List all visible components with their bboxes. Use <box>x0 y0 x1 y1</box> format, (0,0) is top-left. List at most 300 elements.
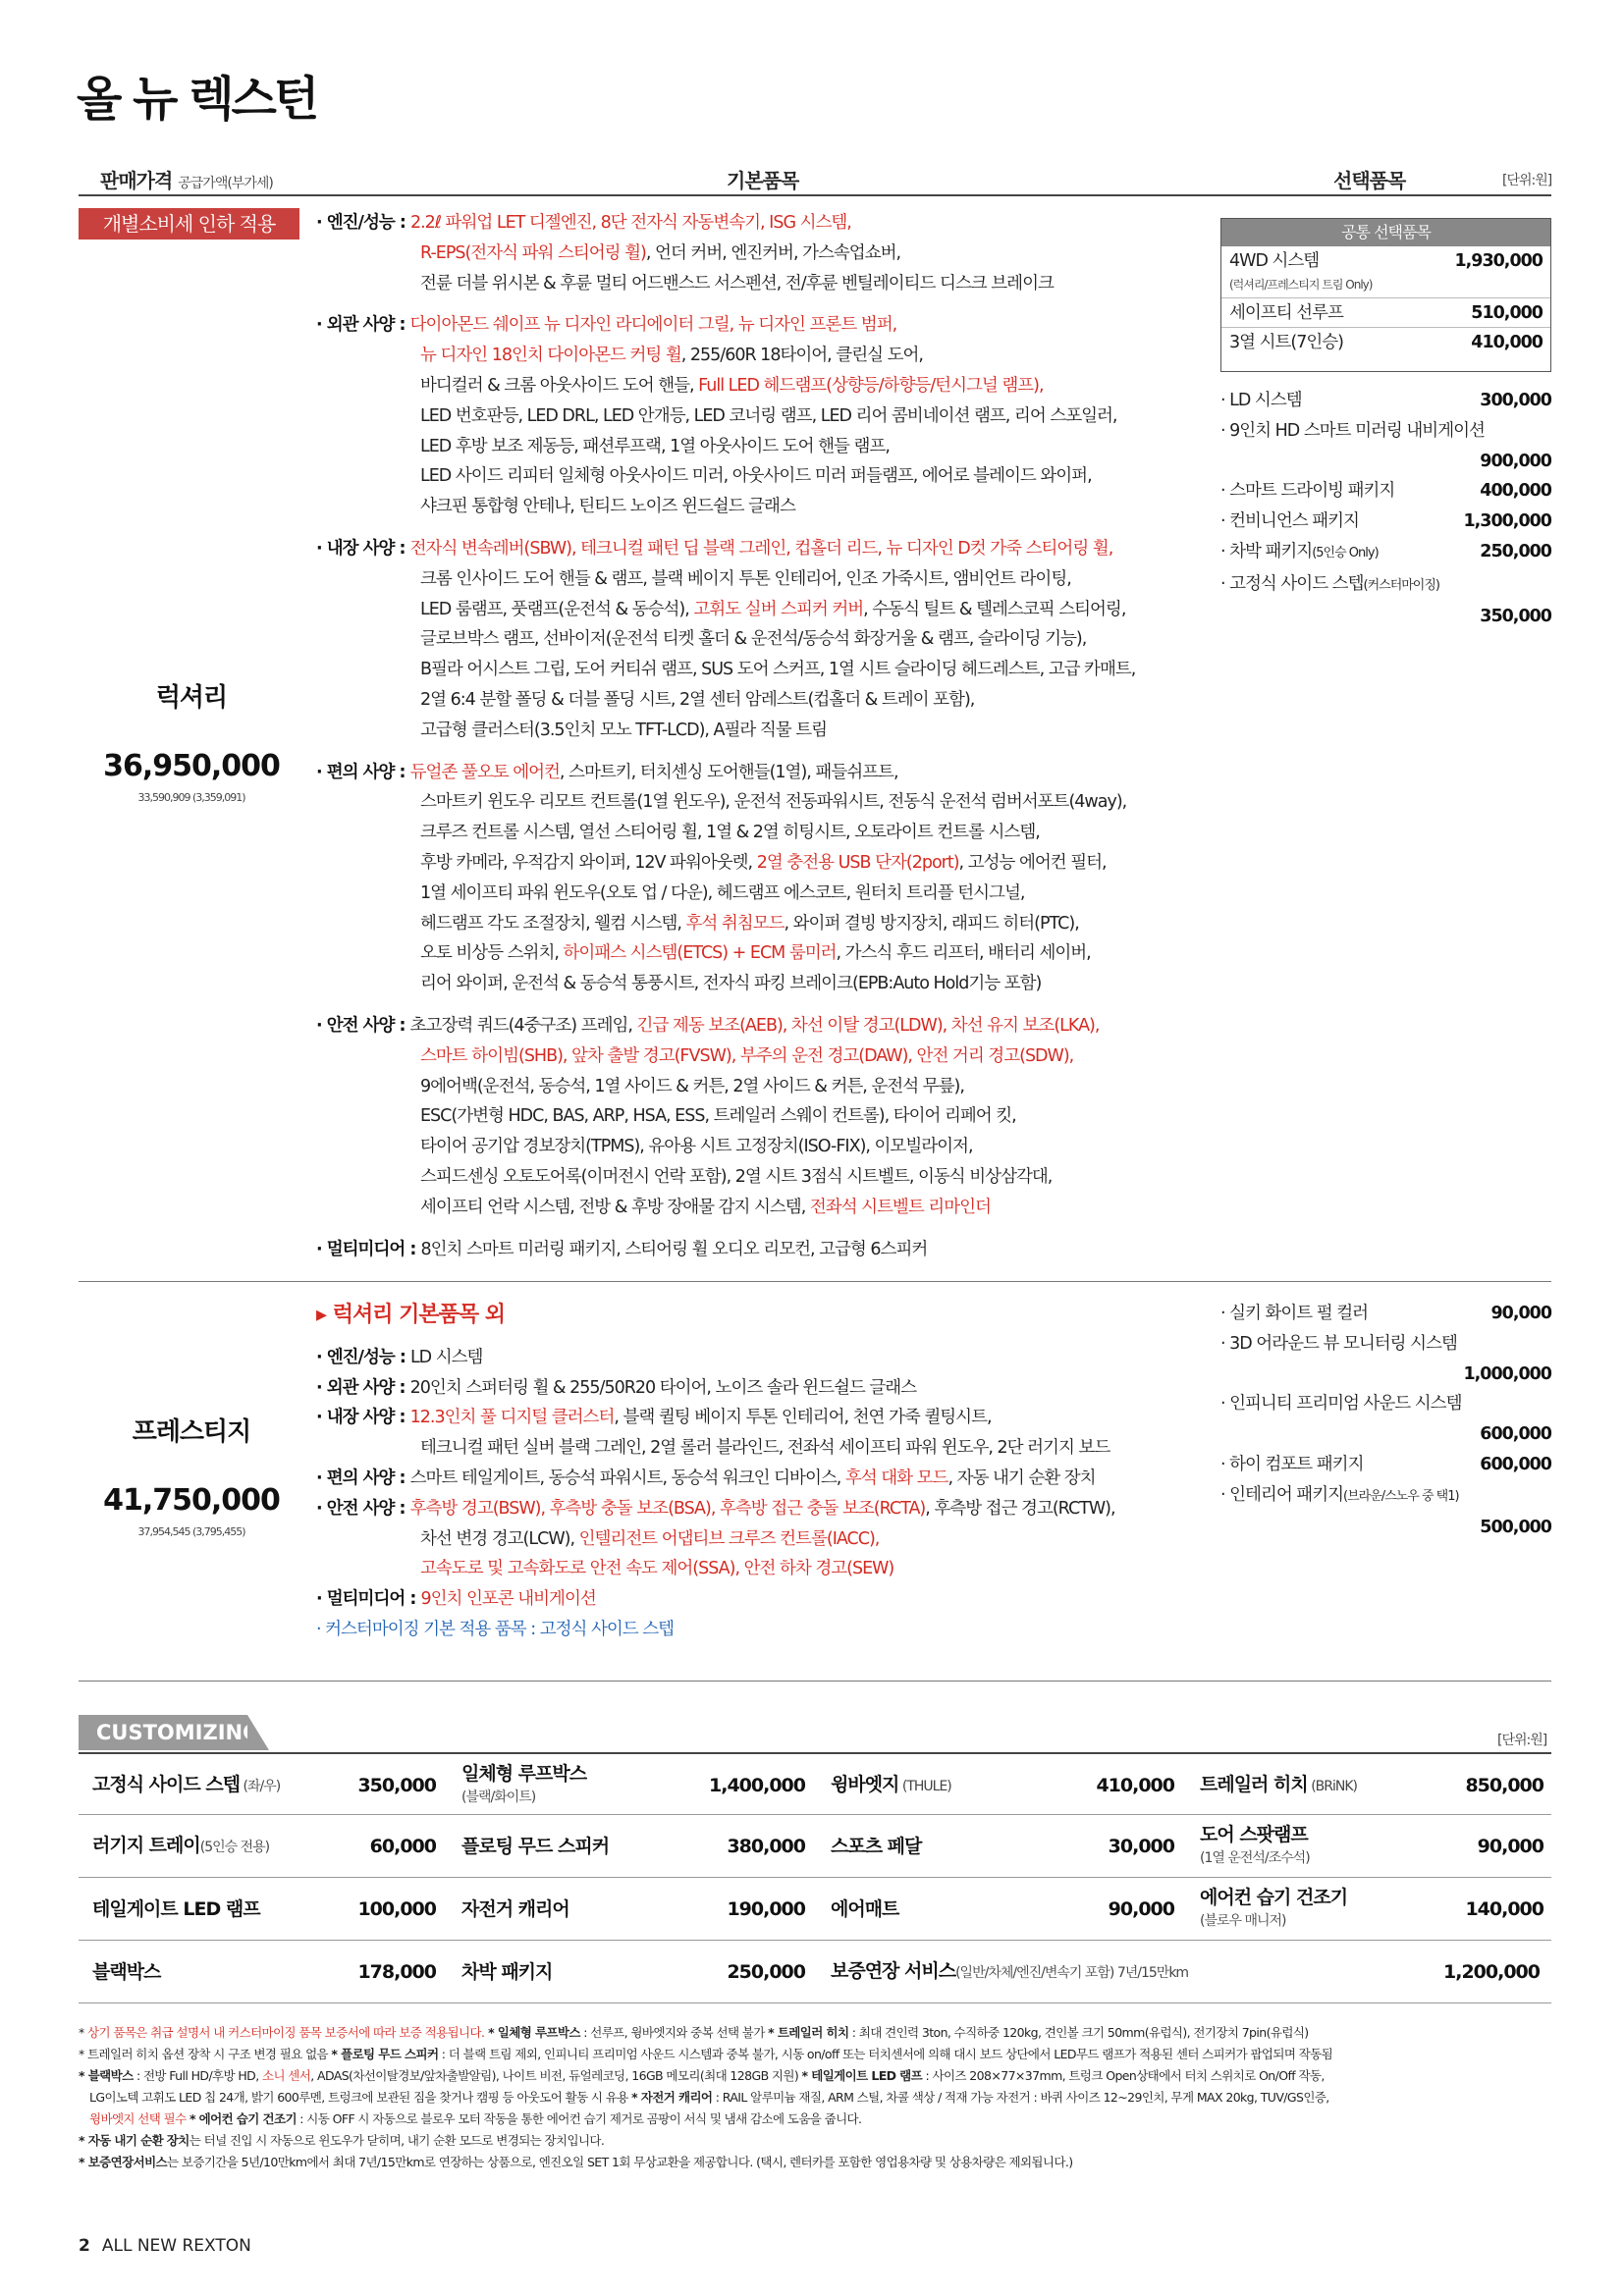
customizing-name <box>461 1898 569 1920</box>
feature-line <box>316 1373 1115 1404</box>
text-segment: 인텔리전트 어댑티브 크루즈 컨트롤(IACC), <box>578 1528 880 1549</box>
text-segment: : 선루프, 윙바엣지와 중복 선택 불가 <box>579 2025 769 2040</box>
customizing-name-text: 차박 패키지 <box>461 1961 553 1983</box>
text-segment: 초고장력 쿼드(4중구조) 프레임, <box>409 1015 637 1036</box>
option-name-text: · 고정식 사이드 스텝 <box>1220 573 1364 594</box>
text-segment: 후방 카메라, 우적감지 와이퍼, 12V 파워아웃렛, <box>420 852 757 873</box>
customizing-name <box>831 1898 898 1920</box>
trim-name: 프레스티지 <box>132 1417 251 1447</box>
group-spacer <box>316 746 1135 758</box>
text-segment: 후석 취침모드 <box>685 913 785 934</box>
feature-line <box>316 818 1135 848</box>
feature-line <box>316 595 1135 625</box>
text-segment: 스마트 하이빔(SHB), 앞차 출발 경고(FVSW), 부주의 운전 경고(DAW), 안전 거리 경고(SDW), <box>420 1045 1074 1066</box>
customizing-name <box>461 1961 552 1983</box>
feature-line <box>316 1072 1135 1102</box>
feature-line <box>316 564 1135 595</box>
prestige-features-wrap <box>316 1301 1115 1645</box>
customizing-name <box>92 1961 160 1983</box>
feature-line <box>316 1041 1135 1072</box>
text-segment: 후석 대화 모드 <box>844 1468 948 1488</box>
option-item <box>1220 537 1551 569</box>
option-item <box>1220 1329 1551 1360</box>
feature-line <box>316 1433 1115 1464</box>
customizing-sub: (블랙/화이트) <box>461 1789 536 1805</box>
text-segment: , 고성능 에어컨 필터, <box>958 852 1107 873</box>
text-segment: 고급형 클러스터(3.5인치 모노 TFT-LCD), A필라 직물 트림 <box>420 720 828 740</box>
text-segment: 9인치 인포콘 내비게이션 <box>420 1589 596 1610</box>
feature-line <box>316 1554 1115 1584</box>
option-name <box>1220 1299 1368 1329</box>
text-segment: 1열 세이프티 파워 윈도우(오토 업 / 다운), 헤드램프 에스코트, 원터치 트리플 턴시그널, <box>420 882 1025 903</box>
footnote-line <box>79 2109 1551 2130</box>
text-segment: LED 사이드 리피터 일체형 아웃사이드 미러, 아웃사이드 미러 퍼들램프, 에어로 블레이드 와이퍼, <box>420 466 1092 487</box>
option-name-text: · 스마트 드라이빙 패키지 <box>1220 481 1395 502</box>
feature-line <box>316 685 1135 716</box>
customizing-name <box>831 1960 1188 1984</box>
feature-line <box>316 1162 1135 1193</box>
footnote-line <box>79 2130 1551 2152</box>
text-segment: 12.3인치 풀 디지털 클러스터 <box>409 1408 615 1428</box>
trim-prestige <box>98 1412 285 1538</box>
option-note: (럭셔리/프레스티지 트림 Only) <box>1229 278 1373 292</box>
feature-line <box>316 1343 1115 1373</box>
feature-category: · 엔진/성능 : <box>316 1347 410 1367</box>
text-segment: 다이아몬드 쉐이프 뉴 디자인 라디에이터 그릴, 뉴 디자인 프론트 범퍼, <box>409 315 897 336</box>
option-row: 세이프티 선루프 510,000 <box>1221 297 1550 327</box>
customizing-name-text: 러기지 트레이 <box>92 1835 200 1856</box>
text-segment: LED 후방 보조 제동등, 패션루프랙, 1열 아웃사이드 도어 핸들 램프, <box>420 436 890 456</box>
customizing-name-text: 에어매트 <box>831 1898 899 1920</box>
customizing-item <box>817 1815 1182 1878</box>
option-item <box>1220 1450 1551 1480</box>
option-price: 300,000 <box>1480 391 1551 410</box>
customizing-name-text: 테일게이트 LED 램프 <box>92 1898 260 1920</box>
text-segment: 8인치 스마트 미러링 패키지, 스티어링 휠 오디오 리모컨, 고급형 6스피커 <box>420 1239 928 1259</box>
option-price: 250,000 <box>1480 541 1551 561</box>
customizing-item <box>817 1941 1547 2003</box>
text-segment: 는 터널 진입 시 자동으로 윈도우가 닫히며, 내기 순환 모드로 변경되는 장치입니다. <box>189 2133 605 2148</box>
text-segment: 2.2ℓ 파워업 LET 디젤엔진, 8단 전자식 자동변속기, ISG 시스템, <box>409 213 851 233</box>
option-name-text: · LD 시스템 <box>1220 391 1302 410</box>
option-price: 90,000 <box>1490 1304 1551 1323</box>
option-name <box>1220 1480 1459 1513</box>
option-name <box>1220 416 1485 447</box>
footnote-line <box>79 2087 1551 2109</box>
trim-price: 36,950,000 <box>103 749 280 783</box>
customizing-price: 90,000 <box>1477 1836 1543 1857</box>
footnote-line <box>79 2022 1551 2044</box>
customizing-table <box>79 1752 1551 2003</box>
feature-category: · 편의 사양 : <box>316 762 410 782</box>
customizing-item <box>79 1815 444 1878</box>
customizing-price: 410,000 <box>1096 1775 1174 1796</box>
footnote-line <box>79 2044 1551 2065</box>
feature-line <box>316 1235 1135 1265</box>
footnote-line <box>79 2152 1551 2173</box>
customizing-price: 1,200,000 <box>1443 1961 1540 1983</box>
customizing-item <box>817 1754 1182 1817</box>
customizing-item <box>448 1941 813 2003</box>
prestige-features <box>316 1343 1115 1615</box>
text-segment: 리어 와이퍼, 운전석 & 동승석 통풍시트, 전자식 파킹 브레이크(EPB:Auto Hold기능 포함) <box>420 974 1042 994</box>
option-item <box>1220 1389 1551 1419</box>
feature-line <box>316 239 1135 269</box>
feature-category: · 내장 사양 : <box>316 538 410 559</box>
text-segment: * 트레일러 히치 옵션 장착 시 구조 변경 필요 없음 <box>79 2047 332 2061</box>
customizing-note: (BRiNK) <box>1307 1779 1357 1794</box>
text-segment: 뉴 디자인 18인치 다이아몬드 커팅 휠 <box>420 346 681 366</box>
option-row: 3열 시트(7인승) 410,000 <box>1221 327 1550 356</box>
option-item <box>1220 1299 1551 1329</box>
option-price: 1,000,000 <box>1463 1363 1551 1384</box>
luxury-features <box>316 208 1135 1276</box>
customizing-price: 30,000 <box>1108 1836 1174 1857</box>
feature-line <box>316 879 1135 909</box>
text-segment: , ADAS(차선이탈경보/앞차출발알림), 나이트 비전, 듀얼레코딩, 16GB 메모리(최대 128GB 지원) <box>310 2068 802 2083</box>
text-segment: R-EPS(전자식 파워 스티어링 휠) <box>420 242 646 263</box>
customizing-name-text: 플로팅 무드 스피커 <box>461 1836 610 1857</box>
customizing-sub: (1열 운전석/조수석) <box>1200 1850 1310 1866</box>
text-segment: , 255/60R 18타이어, 클린실 도어, <box>680 346 923 366</box>
text-segment: * <box>79 2025 88 2040</box>
feature-line <box>316 624 1135 655</box>
option-name <box>1220 476 1394 507</box>
option-name <box>1220 507 1359 537</box>
text-segment: LED 룸램프, 풋램프(운전석 & 동승석), <box>420 599 694 619</box>
customizing-item <box>448 1815 813 1878</box>
common-options-title: 공통 선택품목 <box>1221 219 1550 246</box>
text-segment: , 스마트키, 터치센싱 도어핸들(1열), 패들쉬프트, <box>559 762 898 782</box>
page-footer <box>79 2236 251 2256</box>
feature-line <box>316 371 1135 401</box>
feature-category: · 멀티미디어 : <box>316 1589 421 1610</box>
customizing-name-text: 스포츠 페달 <box>831 1836 922 1857</box>
customizing-name <box>461 1763 586 1808</box>
feature-line <box>316 1132 1135 1162</box>
customizing-name-text: 에어컨 습기 건조기 <box>1200 1887 1348 1908</box>
text-segment: 스피드센싱 오토도어록(이머전시 언락 포함), 2열 시트 3점식 시트벨트, 이동식 비상삼각대, <box>420 1166 1053 1187</box>
customizing-name-text: 도어 스팟램프 <box>1200 1824 1308 1845</box>
feature-line <box>316 655 1135 685</box>
text-segment: 전좌석 시트벨트 리마인더 <box>809 1197 991 1217</box>
feature-line <box>316 969 1135 999</box>
text-segment: , 자동 내기 순환 장치 <box>947 1468 1096 1488</box>
price-header: 판매가격 공급가액(부가세) <box>100 169 273 192</box>
customizing-price: 100,000 <box>357 1898 436 1920</box>
customizing-name <box>1200 1774 1357 1797</box>
text-segment: LG이노텍 고휘도 LED 칩 24개, 밝기 600루멘, 트렁크에 보관된 짐을 찾거나 캠핑 등 아웃도어 활동 시 유용 <box>89 2090 632 2105</box>
text-segment: , 가스식 후드 리프터, 배터리 세이버, <box>836 943 1091 964</box>
text-segment: 타이어 공기압 경보장치(TPMS), 유아용 시트 고정장치(ISO-FIX), 이모빌라이저, <box>420 1137 973 1157</box>
text-segment: LED 번호판등, LED DRL, LED 안개등, LED 코너링 램프, LED 리어 콤비네이션 램프, 리어 스포일러, <box>420 405 1117 426</box>
customizing-title: CUSTOMIZING <box>79 1715 247 1750</box>
feature-line <box>316 401 1135 432</box>
customizing-name <box>831 1836 921 1857</box>
trim-price: 41,750,000 <box>103 1483 280 1518</box>
customizing-name-text: 보증연장 서비스 <box>831 1960 956 1982</box>
customizing-item <box>79 1941 444 2003</box>
text-segment: ESC(가변형 HDC, BAS, ARP, HSA, ESS, 트레일러 스웨이 컨트롤), 타이어 리페어 킷, <box>420 1106 1016 1127</box>
option-name <box>1220 569 1439 602</box>
section-divider <box>79 1681 1551 1682</box>
text-segment: : 최대 견인력 3ton, 수직하중 120kg, 견인볼 크기 50mm(유럽식), 전기장치 7pin(유럽식) <box>848 2025 1309 2040</box>
feature-line <box>316 909 1135 939</box>
luxury-options <box>1220 386 1551 631</box>
footnotes <box>79 2022 1551 2173</box>
feature-line <box>316 269 1135 299</box>
customizing-price: 250,000 <box>727 1961 805 1983</box>
feature-category: · 편의 사양 : <box>316 1468 410 1488</box>
text-segment: 2열 충전용 USB 단자(2port) <box>756 852 959 873</box>
option-row: 4WD 시스템 1,930,000 <box>1229 251 1543 271</box>
customizing-unit: [단위:원] <box>1497 1733 1547 1748</box>
text-segment: * 트레일러 히치 <box>768 2025 849 2040</box>
customizing-name-text: 블랙박스 <box>92 1961 161 1983</box>
option-price: 900,000 <box>1480 451 1551 471</box>
feature-line <box>316 461 1135 492</box>
feature-line <box>316 1101 1135 1132</box>
customizing-name <box>92 1835 269 1858</box>
option-name-text: · 3D 어라운드 뷰 모니터링 시스템 <box>1220 1333 1457 1354</box>
customizing-price: 60,000 <box>369 1836 436 1857</box>
option-items-header: 선택품목 <box>1333 169 1406 192</box>
option-name <box>1220 1389 1461 1419</box>
feature-category: · 안전 사양 : <box>316 1498 410 1519</box>
text-segment: : 전방 Full HD/후방 HD, <box>133 2068 262 2083</box>
option-name <box>1220 1329 1457 1360</box>
tax-tag: 개별소비세 인하 적용 <box>79 208 299 240</box>
unit-label: [단위:원] <box>1502 173 1552 188</box>
option-name <box>1220 386 1302 416</box>
text-segment: 상기 품목은 취급 설명서 내 커스터마이징 품목 보증서에 따라 보증 적용됩니다. <box>87 2025 485 2040</box>
text-segment: , 블랙 퀼팅 베이지 투톤 인테리어, 천연 가죽 퀼팅시트, <box>614 1408 992 1428</box>
option-price: 600,000 <box>1480 1454 1551 1474</box>
option-item <box>1220 507 1551 537</box>
customizing-price: 190,000 <box>727 1898 805 1920</box>
text-segment: * 보증연장서비스 <box>79 2155 168 2169</box>
customizing-name <box>92 1898 260 1920</box>
trim-supply-price: 37,954,545 (3,795,455) <box>137 1525 245 1538</box>
text-segment: * 플로팅 무드 스피커 <box>331 2047 439 2061</box>
option-item <box>1220 1480 1551 1513</box>
option-price: 400,000 <box>1480 481 1551 502</box>
customizing-note: (좌/우) <box>240 1779 281 1794</box>
option-note: (브라운/스노우 중 택1) <box>1343 1488 1459 1504</box>
footnote-line <box>79 2065 1551 2087</box>
option-name-text: · 컨비니언스 패키지 <box>1220 511 1359 532</box>
feature-category: · 안전 사양 : <box>316 1015 410 1036</box>
customizing-note: (5인승 전용) <box>199 1840 270 1855</box>
customizing-name-text: 자전거 캐리어 <box>461 1898 569 1920</box>
feature-line <box>316 716 1135 746</box>
trim-name: 럭셔리 <box>155 683 228 713</box>
text-segment: 스마트 테일게이트, 동승석 파워시트, 동승석 워크인 디바이스, <box>409 1468 845 1488</box>
customizing-price: 140,000 <box>1465 1898 1543 1920</box>
feature-line <box>316 1494 1115 1524</box>
text-segment: 긴급 제동 보조(AEB), 차선 이탈 경고(LDW), 차선 유지 보조(LKA), <box>636 1015 1100 1036</box>
group-spacer <box>316 522 1135 534</box>
feature-line <box>316 1584 1115 1615</box>
option-name-text: · 하이 컴포트 패키지 <box>1220 1454 1364 1474</box>
text-segment: , 후측방 접근 경고(RCTW), <box>925 1498 1115 1519</box>
customizing-name <box>461 1836 609 1857</box>
text-segment: 고휘도 실버 스피커 커버 <box>693 599 864 619</box>
feature-line <box>316 1524 1115 1555</box>
option-item <box>1220 386 1551 416</box>
customizing-price: 1,400,000 <box>709 1775 805 1796</box>
customizing-row <box>79 1878 1551 1941</box>
feature-category: · 외관 사양 : <box>316 315 410 336</box>
text-segment: 듀얼존 풀오토 에어컨 <box>409 762 560 782</box>
feature-line <box>316 1403 1115 1433</box>
text-segment: LD 시스템 <box>409 1347 483 1367</box>
feature-line <box>316 1193 1135 1223</box>
text-segment: * 자전거 캐리어 <box>631 2090 713 2105</box>
text-segment: 크롬 인사이드 도어 핸들 & 램프, 블랙 베이지 투톤 인테리어, 인조 가죽시트, 앰비언트 라이팅, <box>420 568 1071 589</box>
customizing-name <box>831 1774 951 1797</box>
customizing-item <box>1186 1878 1551 1941</box>
option-name-text: · 인피니티 프리미엄 사운드 시스템 <box>1220 1394 1462 1415</box>
customizing-item <box>448 1754 813 1817</box>
text-segment: , 수동식 틸트 & 텔레스코픽 스티어링, <box>863 599 1126 619</box>
option-price: 350,000 <box>1480 606 1551 626</box>
customizing-name-text: 윙바엣지 <box>831 1774 899 1795</box>
customizing-price: 850,000 <box>1465 1775 1543 1796</box>
feature-line <box>316 341 1135 371</box>
customizing-name <box>1200 1824 1310 1869</box>
customizing-item <box>1186 1815 1551 1878</box>
text-segment: 크루즈 컨트롤 시스템, 열선 스티어링 휠, 1열 & 2열 히팅시트, 오토라이트 컨트롤 시스템, <box>420 823 1040 843</box>
text-segment: Full LED 헤드램프(상향등/하향등/턴시그널 램프), <box>698 375 1044 396</box>
text-segment: * 블랙박스 <box>79 2068 134 2083</box>
text-segment: * 테일게이트 LED 램프 <box>801 2068 923 2083</box>
text-segment: 후측방 경고(BSW), 후측방 충돌 보조(BSA), 후측방 접근 충돌 보조(RCTA) <box>409 1498 926 1519</box>
prestige-custom-note: · 커스터마이징 기본 적용 품목 : 고정식 사이드 스텝 <box>316 1619 675 1639</box>
text-segment: 글로브박스 램프, 선바이저(운전석 티켓 홀더 & 운전석/동승석 화장거울 & 램프, 슬라이딩 기능), <box>420 629 1087 650</box>
option-note: (5인승 Only) <box>1312 545 1379 561</box>
customizing-note: (일반/차체/엔진/변속기 포함) 7년/15만km <box>955 1965 1189 1981</box>
feature-line <box>316 208 1135 239</box>
footer-brand: ALL NEW REXTON <box>101 2236 251 2256</box>
text-segment: : 시동 OFF 시 자동으로 블로우 모터 작동을 통한 에어컨 습기 제거로 곰팡이 서식 및 냄새 감소에 도움을 줍니다. <box>296 2111 862 2126</box>
header-divider <box>79 194 1551 196</box>
customizing-row <box>79 1815 1551 1878</box>
text-segment: * 일체형 루프박스 <box>484 2025 580 2040</box>
feature-line <box>316 758 1135 788</box>
option-name-text: · 실키 화이트 펄 컬러 <box>1220 1304 1369 1323</box>
text-segment: 고속도로 및 고속화도로 안전 속도 제어(SSA), 안전 하차 경고(SEW) <box>420 1559 894 1579</box>
option-item <box>1220 416 1551 447</box>
feature-category: · 멀티미디어 : <box>316 1239 421 1259</box>
text-segment: , 와이퍼 결빙 방지장치, 래피드 히터(PTC), <box>784 913 1079 934</box>
text-segment: 9에어백(운전석, 동승석, 1열 사이드 & 커튼, 2열 사이드 & 커튼, 운전석 무릎), <box>420 1076 964 1096</box>
feature-line <box>316 938 1135 969</box>
feature-line <box>316 492 1135 522</box>
customizing-item <box>79 1754 444 1817</box>
customizing-row <box>79 1752 1551 1815</box>
text-segment: B필라 어시스트 그립, 도어 커티쉬 램프, SUS 도어 스커프, 1열 시트 슬라이딩 헤드레스트, 고급 카매트, <box>420 660 1136 680</box>
feature-line <box>316 534 1135 564</box>
text-segment: 샤크핀 통합형 안테나, 틴티드 노이즈 윈드쉴드 글래스 <box>420 497 795 517</box>
customizing-price: 178,000 <box>357 1961 436 1983</box>
trim-divider <box>79 1281 1551 1282</box>
option-name-text: · 차박 패키지 <box>1220 541 1313 561</box>
text-segment: 오토 비상등 스위치, <box>420 943 564 964</box>
text-segment: * 자동 내기 순환 장치 <box>79 2133 189 2148</box>
customizing-item <box>448 1878 813 1941</box>
feature-line <box>316 432 1135 462</box>
text-segment: 스마트키 윈도우 리모트 컨트롤(1열 윈도우), 운전석 전동파워시트, 전동식 운전석 럼버서포트(4way), <box>420 792 1127 813</box>
option-price: 600,000 <box>1480 1424 1551 1445</box>
feature-category: · 엔진/성능 : <box>316 213 410 233</box>
customizing-item <box>79 1878 444 1941</box>
text-segment: 2열 6:4 분할 폴딩 & 더블 폴딩 시트, 2열 센터 암레스트(컵홀더 & 트레이 포함), <box>420 689 975 710</box>
feature-line <box>316 848 1135 879</box>
text-segment: 20인치 스퍼터링 휠 & 255/50R20 타이어, 노이즈 솔라 윈드쉴드 글래스 <box>409 1377 917 1398</box>
text-segment: : 더 블랙 트림 제외, 인피니티 프리미엄 사운드 시스템과 중복 불가, 시동 on/off 또는 터치센서에 의해 대시 보드 상단에서 LED무드 램프가 적용된 센터 스피커가 팝업되며 작동됨 <box>438 2047 1333 2061</box>
basic-items-header: 기본품목 <box>727 169 799 192</box>
option-item <box>1220 476 1551 507</box>
text-segment: : RAIL 알루미늄 재질, ARM 스틸, 차콜 색상 / 적재 가능 자전거 : 바퀴 사이즈 12~29인치, 무게 MAX 20kg, TUV/GS인증, <box>712 2090 1329 2105</box>
text-segment: * 에어컨 습기 건조기 <box>189 2111 297 2126</box>
feature-category: · 내장 사양 : <box>316 1408 410 1428</box>
customizing-sub: (블로우 매니저) <box>1200 1913 1286 1929</box>
customizing-price: 380,000 <box>727 1836 805 1857</box>
customizing-item <box>817 1878 1182 1941</box>
option-price: 1,300,000 <box>1463 511 1551 532</box>
group-spacer <box>316 999 1135 1011</box>
price-sub-header: 공급가액(부가세) <box>178 176 273 191</box>
option-name-text: · 9인치 HD 스마트 미러링 내비게이션 <box>1220 420 1485 441</box>
customizing-name-text: 트레일러 히치 <box>1200 1774 1308 1795</box>
text-segment: 전륜 더블 위시본 & 후륜 멀티 어드밴스드 서스펜션, 전/후륜 벤틸레이티드 디스크 브레이크 <box>420 273 1054 294</box>
text-segment: 헤드램프 각도 조절장치, 웰컴 시스템, <box>420 913 686 934</box>
text-segment: 바디컬러 & 크롬 아웃사이드 도어 핸들, <box>420 375 699 396</box>
customizing-name-text: 고정식 사이드 스텝 <box>92 1774 241 1795</box>
text-segment: 전자식 변속레버(SBW), 테크니컬 패턴 딥 블랙 그레인, 컵홀더 리드, 뉴 디자인 D컷 가죽 스티어링 휠, <box>409 538 1113 559</box>
group-spacer <box>316 1264 1135 1276</box>
option-item <box>1220 569 1551 602</box>
option-note: (커스터마이징) <box>1363 577 1439 593</box>
option-name-text: · 인테리어 패키지 <box>1220 1484 1344 1505</box>
feature-line <box>316 787 1135 818</box>
group-spacer <box>316 298 1135 310</box>
text-segment: 하이패스 시스템(ETCS) + ECM 룸미러 <box>563 943 837 964</box>
customizing-item <box>1186 1754 1551 1817</box>
option-name <box>1220 537 1379 569</box>
page-number: 2 <box>79 2236 90 2256</box>
option-price: 500,000 <box>1480 1517 1551 1537</box>
customizing-price: 350,000 <box>357 1775 436 1796</box>
customizing-name-text: 일체형 루프박스 <box>461 1763 587 1785</box>
text-segment: , 언더 커버, 엔진커버, 가스속업쇼버, <box>645 242 901 263</box>
feature-category: · 외관 사양 : <box>316 1377 410 1398</box>
customizing-row <box>79 1941 1551 2003</box>
trim-luxury <box>98 677 285 804</box>
customizing-name <box>92 1774 280 1797</box>
text-segment: 윙바엣지 선택 필수 <box>89 2111 187 2126</box>
feature-line <box>316 1464 1115 1494</box>
prestige-lead: ▸ 럭셔리 기본품목 외 <box>316 1303 506 1327</box>
text-segment: : 사이즈 208×77×37mm, 트렁크 Open상태에서 터치 스위치로 On/Off 작동, <box>922 2068 1325 2083</box>
common-options-box <box>1220 218 1551 372</box>
text-segment: 테크니컬 패턴 실버 블랙 그레인, 2열 롤러 블라인드, 전좌석 세이프티 파워 윈도우, 2단 러기지 보드 <box>420 1438 1110 1459</box>
text-segment: 세이프티 언락 시스템, 전방 & 후방 장애물 감지 시스템, <box>420 1197 810 1217</box>
text-segment: 소니 센서 <box>261 2068 311 2083</box>
feature-line <box>316 310 1135 341</box>
page-title: 올 뉴 렉스턴 <box>77 72 317 127</box>
